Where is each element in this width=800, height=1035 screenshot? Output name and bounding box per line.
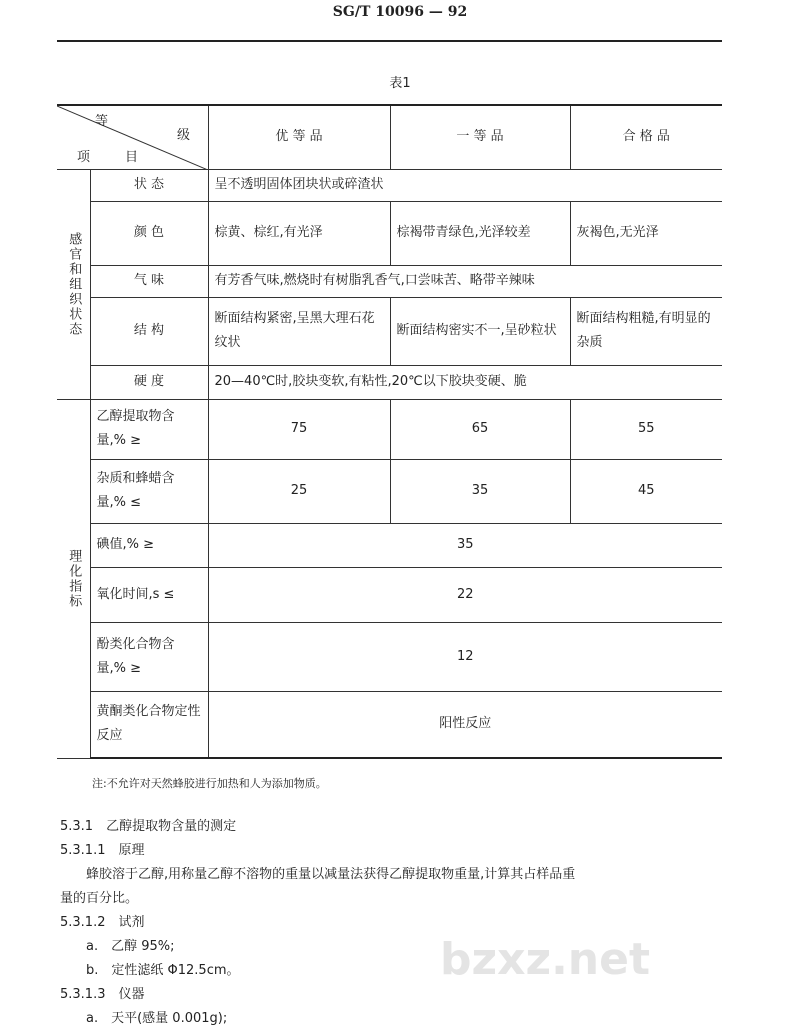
group-label: 感官和组织状态 (57, 169, 90, 399)
table-row (57, 691, 722, 758)
cell: 灰褐色,无光泽 (570, 201, 722, 265)
row-label: 颜 色 (90, 201, 208, 265)
cell: 断面结构密实不一,呈砂粒状 (390, 297, 570, 365)
cell-merged: 35 (208, 523, 722, 567)
table-row (57, 265, 722, 297)
table-header-row (57, 105, 722, 169)
group-label: 理化指标 (57, 399, 90, 758)
row-label: 酚类化合物含量,% ≥ (90, 622, 208, 691)
subsection-heading: 5.3.1.2 试剂 (60, 915, 145, 930)
cell-merged: 22 (208, 567, 722, 622)
table-row (57, 365, 722, 399)
cell: 25 (208, 459, 390, 523)
row-label: 结 构 (90, 297, 208, 365)
row-label: 氧化时间,s ≤ (90, 567, 208, 622)
corner-left: 项 (77, 150, 91, 165)
row-label: 乙醇提取物含量,% ≥ (90, 399, 208, 459)
grade-header: 合 格 品 (570, 105, 722, 169)
corner-bottom: 目 (125, 150, 139, 165)
cell: 55 (570, 399, 722, 459)
table-row (57, 523, 722, 567)
table-row (57, 567, 722, 622)
paragraph-line: 蜂胶溶于乙醇,用称量乙醇不溶物的重量以减量法获得乙醇提取物重量,计算其占样品重 (60, 867, 576, 882)
list-item: b. 定性滤纸 Φ12.5cm。 (60, 963, 240, 978)
cell-merged: 阳性反应 (208, 691, 722, 758)
row-label: 硬 度 (90, 365, 208, 399)
table-row (57, 169, 722, 201)
list-item: a. 天平(感量 0.001g); (60, 1011, 228, 1026)
corner-top: 等 (95, 114, 109, 129)
table-note: 注:不允许对天然蜂胶进行加热和人为添加物质。 (92, 777, 327, 790)
cell-merged: 呈不透明固体团块状或碎渣状 (208, 169, 722, 201)
table-row (57, 622, 722, 691)
paragraph-line: 量的百分比。 (60, 891, 139, 906)
table-row (57, 459, 722, 523)
table-title: 表1 (389, 76, 411, 91)
cell: 棕褐带青绿色,光泽较差 (390, 201, 570, 265)
spec-table (57, 104, 722, 759)
cell: 断面结构紧密,呈黑大理石花纹状 (208, 297, 390, 365)
row-label: 状 态 (90, 169, 208, 201)
cell-merged: 有芳香气味,燃烧时有树脂乳香气,口尝味苦、略带辛辣味 (208, 265, 722, 297)
cell: 75 (208, 399, 390, 459)
section-heading: 5.3.1 乙醇提取物含量的测定 (60, 819, 237, 834)
cell-merged: 12 (208, 622, 722, 691)
table-row (57, 399, 722, 459)
watermark: bzxz.net (440, 934, 651, 985)
row-label: 黄酮类化合物定性反应 (90, 691, 208, 758)
cell: 35 (390, 459, 570, 523)
corner-right: 级 (177, 128, 191, 143)
cell: 65 (390, 399, 570, 459)
row-label: 碘值,% ≥ (90, 523, 208, 567)
corner-cell (57, 105, 208, 169)
list-item: a. 乙醇 95%; (60, 939, 175, 954)
row-label: 气 味 (90, 265, 208, 297)
table-row (57, 201, 722, 265)
cell: 断面结构粗糙,有明显的杂质 (570, 297, 722, 365)
cell: 45 (570, 459, 722, 523)
subsection-heading: 5.3.1.1 原理 (60, 843, 145, 858)
table-row (57, 297, 722, 365)
subsection-heading: 5.3.1.3 仪器 (60, 987, 145, 1002)
grade-header: 优 等 品 (208, 105, 390, 169)
grade-header: 一 等 品 (390, 105, 570, 169)
cell-merged: 20—40℃时,胶块变软,有粘性,20℃以下胶块变硬、脆 (208, 365, 722, 399)
row-label: 杂质和蜂蜡含量,% ≤ (90, 459, 208, 523)
header-rule (57, 40, 722, 42)
standard-number: SG/T 10096 — 92 (332, 4, 468, 20)
cell: 棕黄、棕红,有光泽 (208, 201, 390, 265)
